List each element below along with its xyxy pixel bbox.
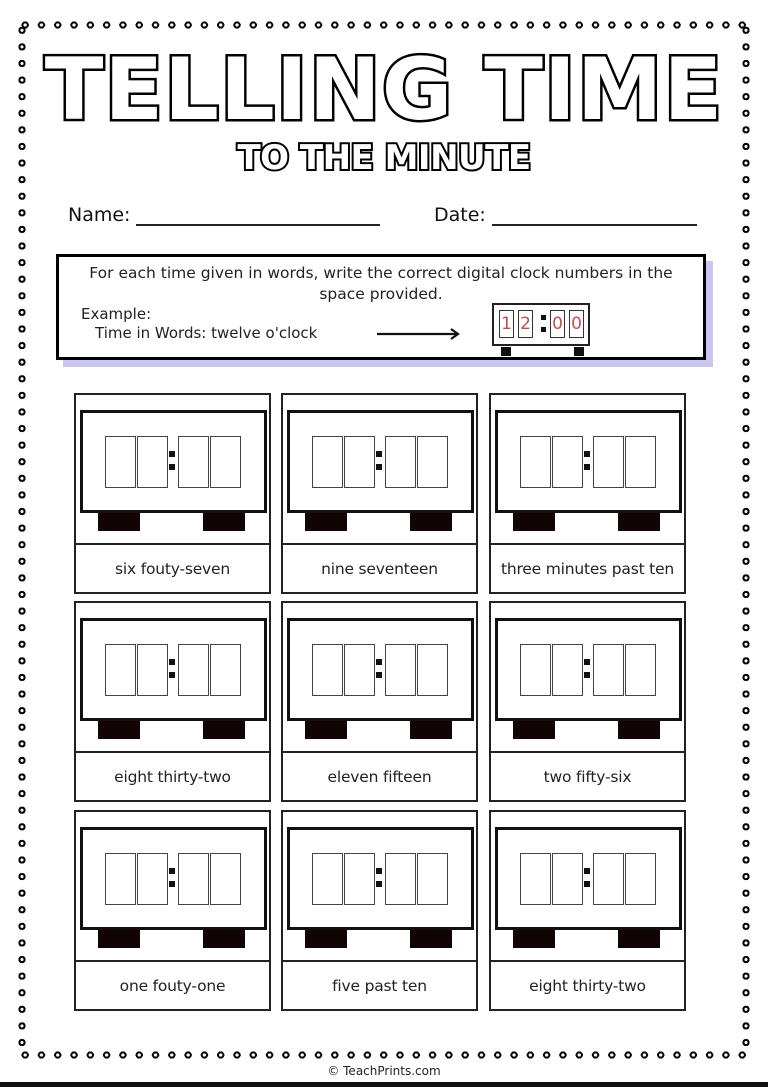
time-in-words-box: [74, 960, 271, 1011]
colon-icon: [376, 451, 382, 473]
bottom-bar: [0, 1082, 768, 1087]
digit-input-box[interactable]: [520, 436, 551, 488]
clock-foot-icon: [305, 513, 347, 531]
name-field[interactable]: [136, 224, 380, 226]
digit-input-box[interactable]: [312, 853, 343, 905]
colon-icon: [169, 451, 175, 473]
digit-input-box[interactable]: [105, 436, 136, 488]
example-digit: 2: [518, 310, 533, 338]
digit-input-box[interactable]: [593, 853, 624, 905]
colon-icon: [376, 659, 382, 681]
time-in-words-label: eleven fifteen: [327, 767, 432, 786]
digit-input-box[interactable]: [178, 644, 209, 696]
digit-input-box[interactable]: [552, 853, 583, 905]
digital-clock: [287, 410, 474, 513]
digit-input-box[interactable]: [105, 853, 136, 905]
digit-input-box[interactable]: [178, 436, 209, 488]
digit-input-box[interactable]: [210, 436, 241, 488]
clock-foot-icon: [618, 513, 660, 531]
digital-clock: [80, 618, 267, 721]
copyright-footer: © TeachPrints.com: [327, 1064, 441, 1078]
digit-input-box[interactable]: [385, 644, 416, 696]
time-in-words-label: nine seventeen: [321, 559, 438, 578]
clock-foot-icon: [410, 930, 452, 948]
digit-input-box[interactable]: [417, 436, 448, 488]
clock-foot-icon: [203, 930, 245, 948]
digital-clock: [495, 618, 682, 721]
dotted-border-top: [17, 20, 752, 30]
clock-foot-icon: [501, 347, 511, 356]
digit-input-box[interactable]: [137, 644, 168, 696]
digit-input-box[interactable]: [593, 644, 624, 696]
name-label: Name:: [68, 204, 131, 226]
time-in-words-box: [489, 960, 686, 1011]
date-label: Date:: [434, 204, 486, 226]
example-digital-clock: [492, 303, 590, 346]
colon-icon: [584, 659, 590, 681]
digit-input-box[interactable]: [105, 644, 136, 696]
clock-foot-icon: [410, 721, 452, 739]
clock-card: [74, 810, 271, 1009]
time-in-words-label: five past ten: [332, 976, 427, 995]
clock-card: [489, 393, 686, 592]
clock-card: [74, 601, 271, 800]
time-in-words-label: eight thirty-two: [529, 976, 646, 995]
digit-input-box[interactable]: [625, 853, 656, 905]
digit-input-box[interactable]: [137, 436, 168, 488]
clock-foot-icon: [203, 721, 245, 739]
digit-input-box[interactable]: [137, 853, 168, 905]
digit-input-box[interactable]: [210, 644, 241, 696]
example-words: Time in Words: twelve o'clock: [95, 324, 318, 342]
clock-card: [281, 393, 478, 592]
colon-icon: [541, 315, 545, 335]
digit-input-box[interactable]: [385, 436, 416, 488]
clock-foot-icon: [305, 930, 347, 948]
clock-foot-icon: [203, 513, 245, 531]
time-in-words-box: [489, 751, 686, 802]
worksheet-subtitle: TO THE MINUTE: [237, 138, 531, 178]
dotted-border-bottom: [17, 1050, 752, 1060]
digit-input-box[interactable]: [385, 853, 416, 905]
digit-input-box[interactable]: [417, 853, 448, 905]
example-label: Example:: [81, 305, 152, 323]
colon-icon: [584, 868, 590, 890]
time-in-words-box: [281, 543, 478, 594]
digit-input-box[interactable]: [552, 436, 583, 488]
digit-input-box[interactable]: [520, 853, 551, 905]
clock-foot-icon: [513, 721, 555, 739]
clock-foot-icon: [618, 930, 660, 948]
clock-foot-icon: [513, 513, 555, 531]
example-digit: 0: [550, 310, 565, 338]
clock-foot-icon: [410, 513, 452, 531]
digit-input-box[interactable]: [625, 644, 656, 696]
clock-foot-icon: [98, 930, 140, 948]
digit-input-box[interactable]: [552, 644, 583, 696]
digit-input-box[interactable]: [312, 644, 343, 696]
date-field[interactable]: [492, 224, 697, 226]
instructions-box: [56, 254, 706, 360]
clock-card: [281, 601, 478, 800]
time-in-words-box: [281, 751, 478, 802]
colon-icon: [376, 868, 382, 890]
digital-clock: [80, 410, 267, 513]
digital-clock: [495, 410, 682, 513]
colon-icon: [169, 659, 175, 681]
digit-input-box[interactable]: [178, 853, 209, 905]
time-in-words-box: [489, 543, 686, 594]
example-digit: 0: [569, 310, 584, 338]
time-in-words-label: one fouty-one: [119, 976, 226, 995]
digit-input-box[interactable]: [344, 853, 375, 905]
time-in-words-label: eight thirty-two: [114, 767, 231, 786]
clock-card: [281, 810, 478, 1009]
digit-input-box[interactable]: [344, 644, 375, 696]
clock-foot-icon: [574, 347, 584, 356]
clock-foot-icon: [305, 721, 347, 739]
digital-clock: [495, 827, 682, 930]
worksheet-title: TELLING TIME: [44, 40, 724, 140]
clock-foot-icon: [618, 721, 660, 739]
example-digit: 1: [499, 310, 514, 338]
right-arrow-icon: [377, 328, 461, 340]
clock-card: [74, 393, 271, 592]
digital-clock: [80, 827, 267, 930]
digit-input-box[interactable]: [344, 436, 375, 488]
time-in-words-label: two fifty-six: [543, 767, 632, 786]
digit-input-box[interactable]: [625, 436, 656, 488]
digit-input-box[interactable]: [312, 436, 343, 488]
clock-card: [489, 810, 686, 1009]
colon-icon: [584, 451, 590, 473]
digit-input-box[interactable]: [417, 644, 448, 696]
clock-foot-icon: [98, 721, 140, 739]
digit-input-box[interactable]: [593, 436, 624, 488]
colon-icon: [169, 868, 175, 890]
digit-input-box[interactable]: [520, 644, 551, 696]
digit-input-box[interactable]: [210, 853, 241, 905]
clock-foot-icon: [513, 930, 555, 948]
instructions-text: For each time given in words, write the correct digital clock numbers in the space provided.: [89, 264, 673, 303]
digital-clock: [287, 827, 474, 930]
time-in-words-label: six fouty-seven: [115, 559, 230, 578]
digital-clock: [287, 618, 474, 721]
time-in-words-box: [74, 751, 271, 802]
time-in-words-label: three minutes past ten: [500, 559, 675, 578]
clock-foot-icon: [98, 513, 140, 531]
time-in-words-box: [74, 543, 271, 594]
clock-card: [489, 601, 686, 800]
time-in-words-box: [281, 960, 478, 1011]
